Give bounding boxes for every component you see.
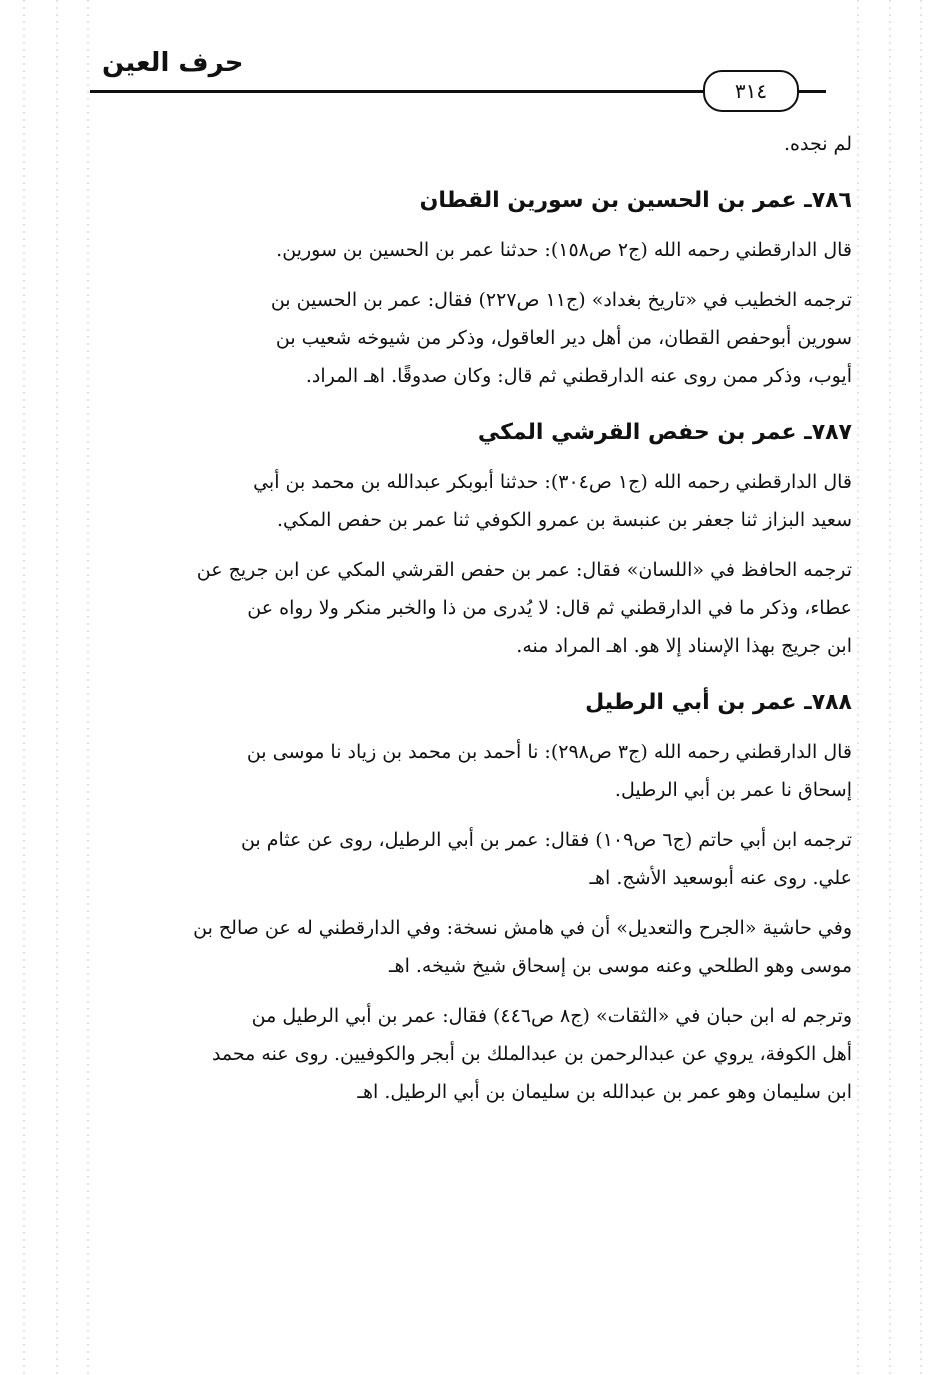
text-line: قال الدارقطني رحمه الله (ج١ ص٣٠٤): حدثنا أبوبكر عبدالله بن محمد بن أبي	[253, 471, 852, 493]
text-line: ابن جريج بهذا الإسناد إلا هو. اهـ المراد منه.	[516, 635, 852, 657]
text-line: سعيد البزاز ثنا جعفر بن عنبسة بن عمرو الكوفي ثنا عمر بن حفص المكي.	[276, 509, 852, 531]
text-line: ترجمه الخطيب في «تاريخ بغداد» (ج١١ ص٢٢٧) فقال: عمر بن الحسين بن	[270, 289, 852, 311]
text-line: قال الدارقطني رحمه الله (ج٢ ص١٥٨): حدثنا عمر بن الحسين بن سورين.	[276, 239, 852, 261]
text-line: أيوب، وذكر ممن روى عنه الدارقطني ثم قال: وكان صدوقًا. اهـ المراد.	[305, 365, 852, 387]
text-line: وترجم له ابن حبان في «الثقات» (ج٨ ص٤٤٦) فقال: عمر بن أبي الرطيل من	[251, 1005, 852, 1027]
page-body	[90, 125, 852, 1123]
text-line: ترجمه الحافظ في «اللسان» فقال: عمر بن حفص القرشي المكي عن ابن جريج عن	[196, 559, 852, 581]
text-line: علي. روى عنه أبوسعيد الأشج. اهـ	[589, 867, 852, 889]
text-line: موسى وهو الطلحي وعنه موسى بن إسحاق شيخ شيخه. اهـ	[388, 955, 852, 977]
intro-line: لم نجده.	[784, 133, 852, 155]
section-title: حرف العين	[102, 48, 244, 78]
paragraph	[90, 997, 852, 1111]
entry-heading: ٧٨٦ـ عمر بن الحسين بن سورين القطان	[419, 188, 852, 213]
text-line: ترجمه ابن أبي حاتم (ج٦ ص١٠٩) فقال: عمر بن أبي الرطيل، روى عن عثام بن	[240, 829, 852, 851]
text-line: قال الدارقطني رحمه الله (ج٣ ص٢٩٨): نا أحمد بن محمد بن زياد نا موسى بن	[246, 741, 852, 763]
book-page	[90, 40, 852, 1350]
text-line: أهل الكوفة، يروي عن عبدالرحمن بن عبدالملك بن أبجر والكوفيين. روى عنه محمد	[211, 1043, 852, 1065]
text-line: عطاء، وذكر ما في الدارقطني ثم قال: لا يُدرى من ذا والخبر منكر ولا رواه عن	[247, 597, 852, 619]
entry-787	[90, 413, 852, 665]
text-line: إسحاق نا عمر بن أبي الرطيل.	[614, 779, 852, 801]
paragraph	[90, 821, 852, 897]
paragraph	[90, 231, 852, 269]
paragraph	[90, 281, 852, 395]
entry-heading: ٧٨٨ـ عمر بن أبي الرطيل	[585, 690, 852, 715]
paragraph	[90, 551, 852, 665]
entry-788	[90, 683, 852, 1111]
page-header	[90, 40, 852, 110]
text-line: وفي حاشية «الجرح والتعديل» أن في هامش نسخة: وفي الدارقطني له عن صالح بن	[193, 917, 852, 939]
text-line: ابن سليمان وهو عمر بن عبدالله بن سليمان بن أبي الرطيل. اهـ	[357, 1081, 852, 1103]
paragraph	[90, 463, 852, 539]
text-line: سورين أبوحفص القطان، من أهل دير العاقول، وذكر من شيوخه شعيب بن	[275, 327, 852, 349]
entry-786	[90, 181, 852, 395]
paragraph	[90, 909, 852, 985]
entry-heading: ٧٨٧ـ عمر بن حفص القرشي المكي	[477, 420, 852, 445]
page-number: ٣١٤	[703, 70, 799, 112]
paragraph	[90, 733, 852, 809]
